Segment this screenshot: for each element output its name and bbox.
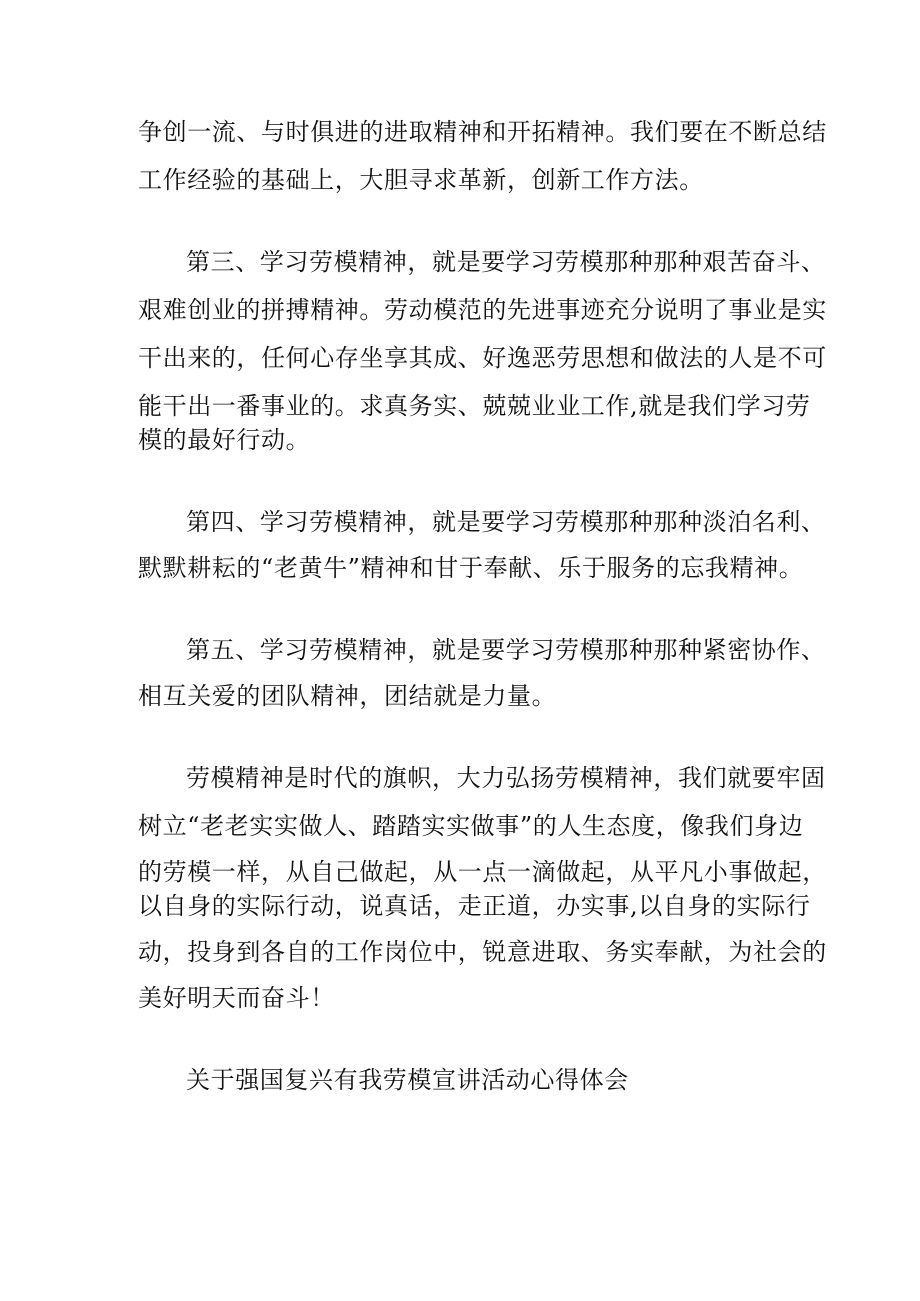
text-line: 干出来的，任何心存坐享其成、好逸恶劳思想和做法的人是不可 (138, 344, 827, 372)
text-line: 艰难创业的拼搏精神。劳动模范的先进事迹充分说明了事业是实 (138, 296, 827, 324)
text-line: 树立“老老实实做人、踏踏实实做事”的人生态度，像我们身边 (138, 812, 804, 840)
text-line: 第五、学习劳模精神，就是要学习劳模那种那种紧密协作、 (186, 636, 826, 664)
text-line: 模的最好行动。 (138, 426, 311, 454)
text-line: 动，投身到各自的工作岗位中，锐意进取、务实奉献，为社会的 (138, 938, 827, 966)
text-line: 能干出一番事业的。求真务实、兢兢业业工作,就是我们学习劳 (138, 392, 811, 420)
text-line: 相互关爱的团队精神，团结就是力量。 (138, 682, 557, 710)
text-line: 默默耕耘的“老黄牛”精神和甘于奉献、乐于服务的忘我精神。 (138, 554, 804, 582)
text-line: 工作经验的基础上，大胆寻求革新，创新工作方法。 (138, 166, 704, 194)
text-line: 劳模精神是时代的旗帜，大力弘扬劳模精神，我们就要牢固 (186, 764, 826, 792)
text-line: 美好明天而奋斗！ (138, 984, 335, 1012)
text-line: 争创一流、与时俱进的进取精神和开拓精神。我们要在不断总结 (138, 118, 827, 146)
text-line: 以自身的实际行动，说真话，走正道，办实事,以自身的实际行 (138, 892, 811, 920)
text-line: 关于强国复兴有我劳模宣讲活动心得体会 (186, 1066, 629, 1094)
text-line: 的劳模一样，从自己做起，从一点一滴做起，从平凡小事做起， (138, 858, 827, 886)
text-line: 第三、学习劳模精神，就是要学习劳模那种那种艰苦奋斗、 (186, 248, 826, 276)
text-line: 第四、学习劳模精神，就是要学习劳模那种那种淡泊名利、 (186, 508, 826, 536)
